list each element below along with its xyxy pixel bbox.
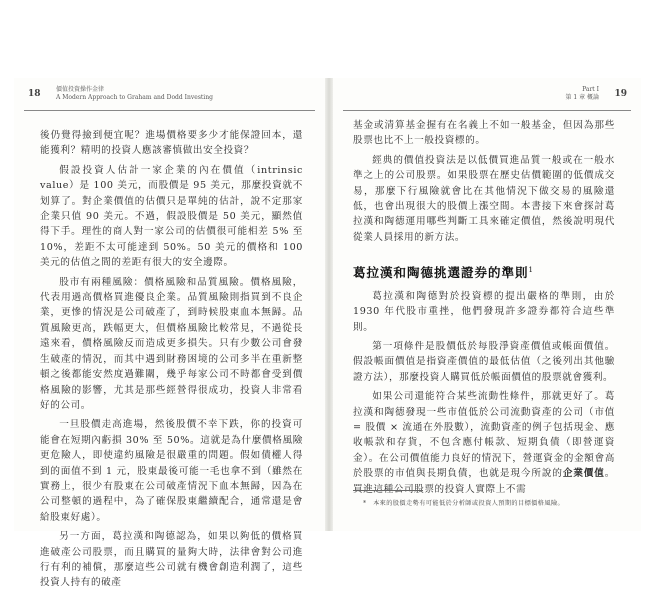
chapter-label: 第 1 章 概論	[565, 94, 599, 101]
paragraph: 基金或清算基金握有在名義上不如一般基金，但因為那些股票也比不上一般投資標的。	[353, 120, 615, 147]
running-header	[56, 86, 213, 102]
right-page	[333, 78, 641, 531]
left-page	[14, 78, 325, 589]
paragraph: 後仍覺得撿到便宜呢？進場價格要多少才能保證回本，還能獲利？精明的投資人應該審慎做出安全投資？	[40, 130, 303, 157]
section-heading-text: 葛拉漢和陶德挑選證券的準則	[353, 265, 529, 281]
left-page-header	[14, 80, 325, 112]
running-header	[565, 86, 599, 102]
paragraph-text: 。買進這種公司股票的投資人實際上不需	[353, 468, 615, 495]
book-gutter	[325, 78, 333, 531]
footnote: * 本來的股價走勢有可能低於分析師或投資人預期的目標價格風險。	[363, 500, 565, 507]
left-page-body	[40, 128, 303, 595]
section-heading	[353, 263, 615, 281]
paragraph: 假設投資人估計一家企業的內在價值（intrinsic value）是 100 美元，而股價是 95 美元，那麼投資就不划算了。對企業價值的估價只是單純的估計，說不定那家企業只值 90 美元。不過，假設股價是 50 美元，顯然值得下手。理性的商人對一家公司的估價很可能相差 5% 至 10%，差距不太可能達到 50%。50 美元的價格和 100 美元的估值之間的差距有很大的安全邊際。	[40, 164, 303, 269]
paragraph: 股市有兩種風險：價格風險和品質風險。價格風險，代表用過高價格買進優良企業。品質風險則指買到不良企業，更慘的情況是公司破產了，到時候股東血本無歸。品質風險更高，跌幅更大，但價格風險比較常見，不過從長遠來看，價格風險反而造成更多損失。只有少數公司會發生破產的情況，而其中遇到財務困境的公司多半在重新整頓之後都能安然度過難關，幾乎每家公司不時都會受到價格風險的影響，尤其是那些經營得很成功，投資人非常看好的公司。	[40, 276, 303, 411]
paragraph: 另一方面，葛拉漢和陶德認為，如果以夠低的價格買進破產公司股票，而且購買的量夠大時，法律會對公司進行有利的補償，那麼這些公司就有機會創造利潤了，這些投資人持有的破產	[40, 531, 303, 589]
paragraph: 一旦股價走高進場，然後股價不幸下跌，你的投資可能會在短期內虧損 30% 至 50%。這就是為什麼價格風險更危險人，即使違約風險是很嚴重的問題。假如債權人得到的面值不到 1 元，股東最後可能一毛也拿不到（雖然在實務上，很少有股東在公司破產情況下血本無歸，因為在公司整頓的過程中，為了確保股東繼續配合，通常還是會給股東好處）。	[40, 419, 303, 523]
footnote-marker: 1	[528, 266, 534, 275]
book-title: 價值投資操作金律	[56, 86, 105, 93]
right-page-body	[353, 118, 615, 501]
header-rule	[24, 110, 315, 111]
bold-term: 企業價值	[562, 468, 605, 480]
paragraph-text: 如果公司還能符合某些流動性條件，那就更好了。葛拉漢和陶德發現一些市值低於公司流動資產的公司（市值 = 股價 × 流通在外股數），流動資產的例子包括現金、應收帳款和存貨，不包含應付帳款、短期負債（即營運資金）。在公司價值能力良好的情況下，營運資金的金額會高於股票的市值與長期負債，也就是現今所說的	[353, 391, 615, 480]
page-number: 19	[614, 89, 627, 99]
book-subtitle: A Modern Approach to Graham and Dodd Investing	[56, 94, 213, 101]
paragraph: 經典的價值投資法是以低價買進品質一般或在一般水準之上的公司股票。如果股票在歷史估價範圍的低價成交易，那麼下行風險就會比在其他情況下做交易的風險還低，也會出現很大的股價上漲空間。本書接下來會探討葛拉漢和陶德運用哪些判斷工具來確定價值，然後說明現代從業人員採用的新方法。	[353, 154, 615, 243]
footnote-rule	[353, 490, 423, 491]
paragraph	[353, 389, 615, 497]
part-label: Part I	[582, 86, 599, 93]
header-rule	[343, 110, 631, 111]
page-number: 18	[28, 89, 41, 99]
right-page-header	[333, 80, 641, 112]
paragraph: 第一項條件是股價低於每股淨資產價值或帳面價值。假設帳面價值是指資產價值的最低估值（之後列出其他驗證方法），那麼投資人購買低於帳面價值的股票就會獲利。	[353, 341, 615, 383]
paragraph: 葛拉漢和陶德對於投資標的提出嚴格的準則，由於 1930 年代股市重挫，他們發現許多證券都符合這些準則。	[353, 290, 615, 333]
